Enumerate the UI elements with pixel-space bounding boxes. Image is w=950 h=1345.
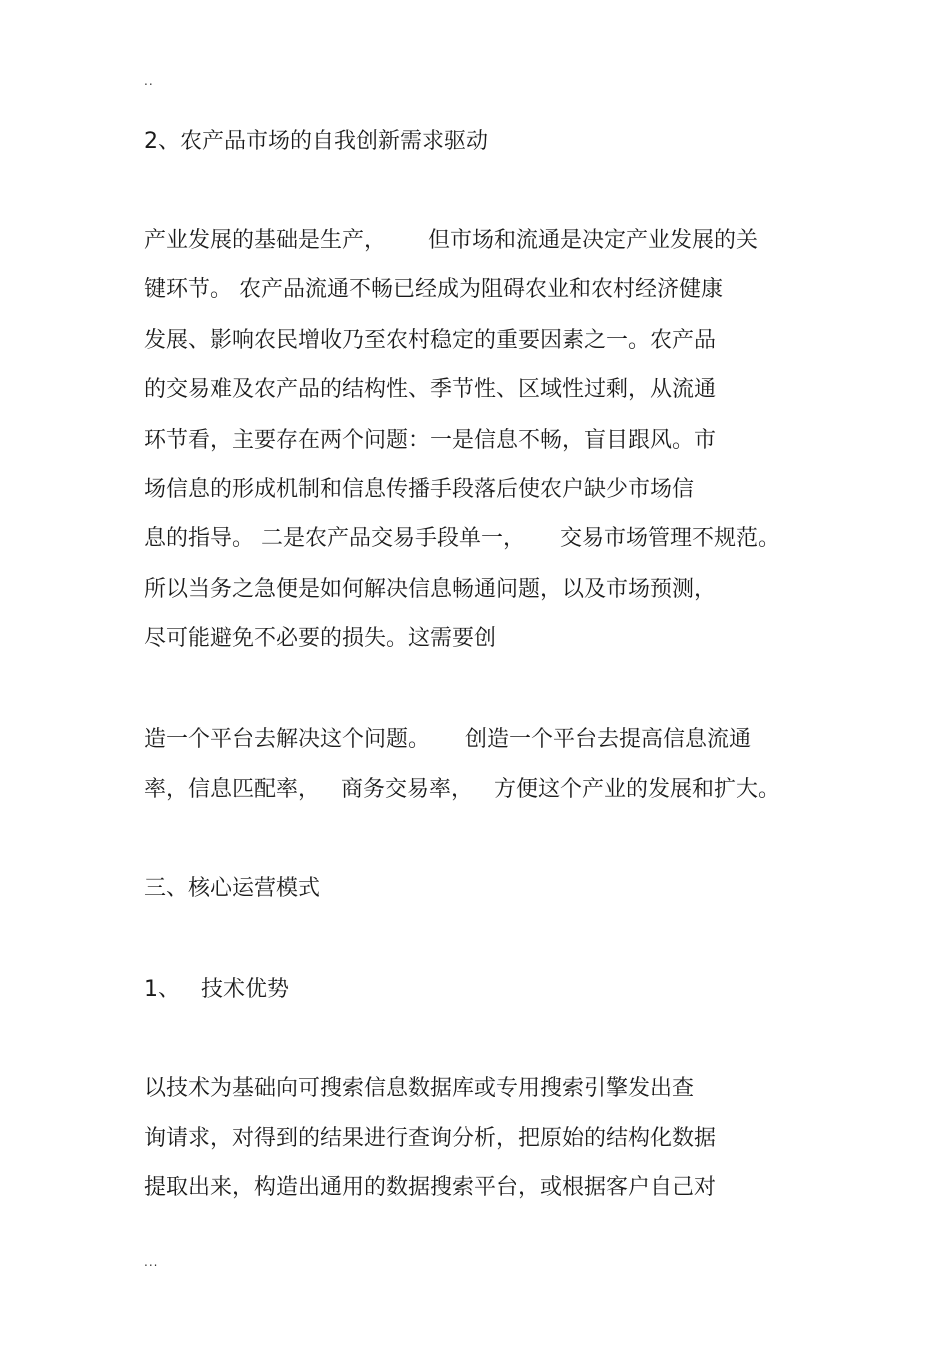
paragraph-line: 键环节。 农产品流通不畅已经成为阻碍农业和农村经济健康	[144, 277, 723, 302]
paragraph-line: 环节看，主要存在两个问题：一是信息不畅，盲目跟风。市	[144, 428, 717, 453]
section-heading-3: 三、核心运营模式	[144, 876, 321, 901]
header-marker: ..	[144, 74, 154, 88]
paragraph-line: 所以当务之急便是如何解决信息畅通问题，以及市场预测，	[144, 577, 717, 602]
paragraph-line: 产业发展的基础是生产， 但市场和流通是决定产业发展的关	[144, 228, 758, 253]
footer-marker: ...	[144, 1255, 159, 1269]
paragraph-line: 场信息的形成机制和信息传播手段落后使农户缺少市场信	[144, 477, 695, 502]
paragraph-line: 的交易难及农产品的结构性、季节性、区域性过剩，从流通	[144, 377, 717, 402]
paragraph-line: 造一个平台去解决这个问题。 创造一个平台去提高信息流通	[144, 727, 751, 752]
paragraph-line: 以技术为基础向可搜索信息数据库或专用搜索引擎发出查	[144, 1076, 695, 1101]
section-heading-2: 2、农产品市场的自我创新需求驱动	[144, 129, 488, 154]
paragraph-line: 息的指导。 二是农产品交易手段单一， 交易市场管理不规范。	[144, 526, 780, 551]
paragraph-line: 尽可能避免不必要的损失。这需要创	[144, 626, 497, 651]
subsection-heading-1: 1、 技术优势	[144, 977, 289, 1002]
paragraph-line: 率，信息匹配率， 商务交易率， 方便这个产业的发展和扩大。	[144, 777, 780, 802]
paragraph-line: 提取出来，构造出通用的数据搜索平台，或根据客户自己对	[144, 1175, 717, 1200]
paragraph-line: 发展、影响农民增收乃至农村稳定的重要因素之一。农产品	[144, 328, 717, 353]
paragraph-line: 询请求，对得到的结果进行查询分析，把原始的结构化数据	[144, 1126, 717, 1151]
